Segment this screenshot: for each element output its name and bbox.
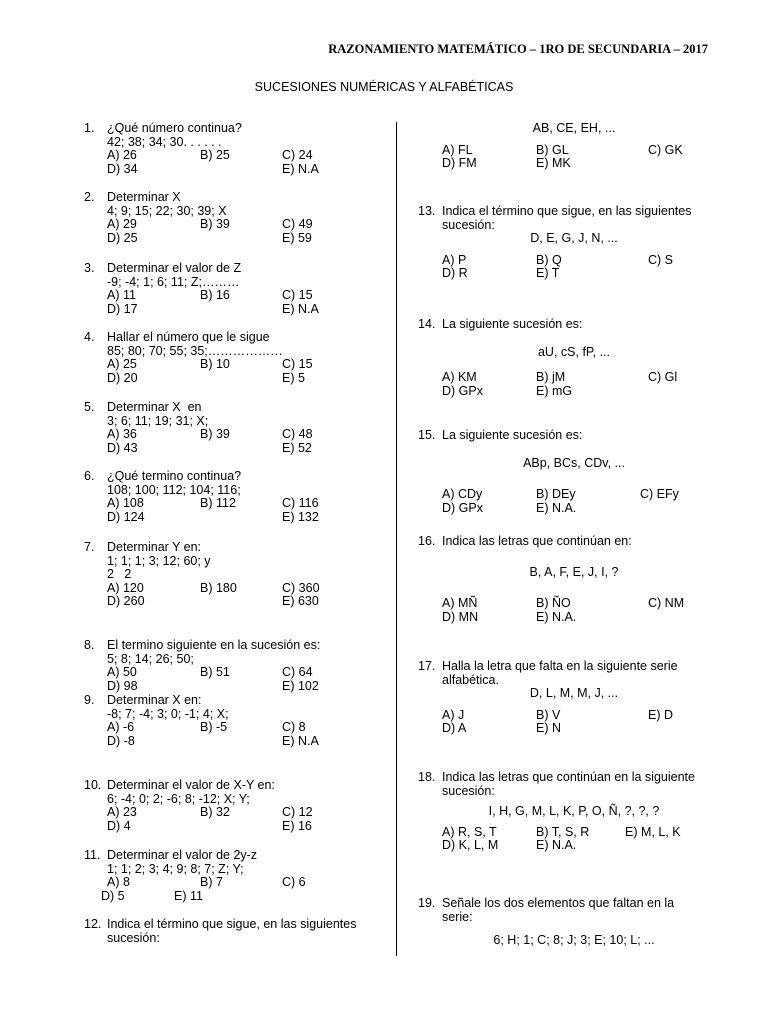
option-a: A) J <box>442 707 465 722</box>
question-14 <box>418 318 706 398</box>
option-d: D) 98 <box>107 678 138 693</box>
option-a: A) R, S, T <box>442 824 497 839</box>
option-a: A) 36 <box>107 427 137 442</box>
sequence: 1; 1; 2; 3; 4; 9; 8; 7; Z; Y; <box>107 861 244 876</box>
question-4 <box>84 331 374 385</box>
option-b: B) -5 <box>200 720 228 735</box>
question-text: Indica el término que sigue, en las siguientes <box>107 917 357 931</box>
option-b: B) ÑO <box>536 596 571 611</box>
sequence: -9; -4; 1; 6; 11; Z;……… <box>107 274 240 289</box>
option-d: D) GPx <box>442 500 483 515</box>
option-e: E) 16 <box>282 818 312 833</box>
option-a: A) 23 <box>107 805 137 820</box>
option-a: A) 11 <box>107 288 136 303</box>
question-9 <box>84 694 374 748</box>
option-b: B) DEy <box>536 487 576 502</box>
question-19 <box>418 897 706 948</box>
option-b: B) 39 <box>200 217 230 232</box>
question-text: ¿Qué termino continua? <box>107 469 242 483</box>
option-c: C) 116 <box>282 496 319 511</box>
question-15 <box>418 429 706 515</box>
question-number: 3. <box>84 261 95 275</box>
option-d: D) 260 <box>107 594 145 609</box>
question-12 <box>84 918 374 945</box>
option-b: B) 32 <box>200 805 230 820</box>
option-b: B) 25 <box>200 148 230 163</box>
option-b: B) V <box>536 707 561 722</box>
option-e: E) mG <box>536 383 573 398</box>
option-e: E) N <box>536 721 561 736</box>
option-d: D) -8 <box>107 733 135 748</box>
option-a: A) 29 <box>107 217 137 232</box>
sequence: 5; 8; 14; 26; 50; <box>107 651 194 666</box>
option-e: E) N.A. <box>536 500 577 515</box>
question-number: 1. <box>84 121 95 135</box>
question-text: Determinar el valor de 2y-z <box>107 848 258 862</box>
sequence: AB, CE, EH, ... <box>532 121 616 135</box>
option-c: C) 64 <box>282 665 313 680</box>
question-number: 18. <box>418 770 436 784</box>
question-text: Hallar el número que le sigue <box>107 330 270 344</box>
option-e: E) N.A <box>282 301 319 316</box>
option-b: B) 180 <box>200 580 237 595</box>
sequence: ABp, BCs, CDv, ... <box>523 455 625 470</box>
sequence: 6; -4; 0; 2; -6; 8; -12; X; Y; <box>107 791 250 806</box>
option-a: A) 8 <box>107 875 130 890</box>
page-title: SUCESIONES NUMÉRICAS Y ALFABÉTICAS <box>254 80 514 94</box>
option-c: C) 24 <box>282 148 313 163</box>
option-d: D) R <box>442 266 468 281</box>
sequence: 42; 38; 34; 30. . . . . . <box>107 134 222 149</box>
sequence: D, E, G, J, N, ... <box>530 231 618 246</box>
question-text: Señale los dos elementos que faltan en la <box>442 896 675 910</box>
question-number: 11. <box>84 848 101 862</box>
option-c: C) 15 <box>282 288 313 303</box>
question-10 <box>84 779 374 833</box>
sequence: 4; 9; 15; 22; 30; 39; X <box>107 203 227 218</box>
question-17 <box>418 660 706 736</box>
option-e: E) 102 <box>282 678 319 693</box>
option-c: E) M, L, K <box>625 824 681 839</box>
question-text: Indica las letras que continúan en la siguiente <box>442 770 695 784</box>
question-5 <box>84 401 374 455</box>
sequence: B, A, F, E, J, I, ? <box>529 564 619 579</box>
option-c: C) 15 <box>282 357 313 372</box>
question-number: 19. <box>418 896 436 910</box>
sequence: D, L, M, M, J, ... <box>529 686 619 701</box>
question-2 <box>84 191 374 245</box>
question-text: Halla la letra que falta en la siguiente serie <box>442 659 678 673</box>
option-b: B) T, S, R <box>536 824 590 839</box>
question-text: Determinar X <box>107 190 181 204</box>
option-d: D) MN <box>442 609 479 624</box>
option-d: D) 4 <box>107 818 131 833</box>
question-number: 10. <box>84 778 102 792</box>
option-d: D) 25 <box>107 230 138 245</box>
option-a: A) CDy <box>442 487 483 502</box>
option-b: B) jM <box>536 370 566 385</box>
question-text: Indica el término que sigue, en las siguientes <box>442 204 692 218</box>
question-text-cont: sucesión: <box>442 217 495 232</box>
question-12-continued <box>418 122 706 171</box>
question-6 <box>84 470 374 524</box>
option-b: B) Q <box>536 252 562 267</box>
option-c: C) S <box>648 252 673 267</box>
option-a: A) MÑ <box>442 596 478 611</box>
option-e: E) 630 <box>282 594 319 609</box>
option-d: D) 124 <box>107 509 145 524</box>
sequence: 85; 80; 70; 55; 35;……………… <box>107 343 283 358</box>
option-b: B) 10 <box>200 357 230 372</box>
option-d: D) 43 <box>107 440 138 455</box>
option-b: B) 112 <box>200 496 236 511</box>
question-text-cont: sucesión: <box>107 930 160 945</box>
sequence: 108; 100; 112; 104; 116; <box>107 482 241 497</box>
page-header: RAZONAMIENTO MATEMÁTICO – 1RO DE SECUNDARIA – 2017 <box>328 42 708 56</box>
question-number: 5. <box>84 400 95 414</box>
question-number: 13. <box>418 204 436 218</box>
option-a: A) -6 <box>107 720 135 735</box>
question-text: La siguiente sucesión es: <box>442 428 583 442</box>
option-d: D) FM <box>442 156 477 171</box>
question-1 <box>84 122 374 176</box>
question-text: Indica las letras que continúan en: <box>442 534 632 548</box>
option-b: B) 16 <box>200 288 230 303</box>
option-c: C) 8 <box>282 720 306 735</box>
question-18 <box>418 771 706 853</box>
option-c: C) Gl <box>648 370 678 385</box>
question-text-cont: serie: <box>442 909 473 924</box>
option-c: C) 360 <box>282 580 320 595</box>
option-b: B) 39 <box>200 427 230 442</box>
option-e: E) 132 <box>282 509 319 524</box>
sequence: I, H, G, M, L, K, P, O, Ñ, ?, ?, ? <box>488 804 660 819</box>
question-text: ¿Qué número continua? <box>107 121 242 135</box>
option-d: D) K, L, M <box>442 838 499 853</box>
question-text: Determinar X en: <box>107 693 202 707</box>
option-c: C) GK <box>648 142 683 157</box>
option-d: D) 34 <box>107 161 138 176</box>
question-13 <box>418 205 706 281</box>
question-text-cont: sucesión: <box>442 783 495 798</box>
option-e: E) 59 <box>282 230 312 245</box>
question-3 <box>84 262 374 316</box>
option-b: B) GL <box>536 142 569 157</box>
fraction-denominators: 2 2 <box>107 567 132 582</box>
option-c: C) 49 <box>282 217 313 232</box>
question-text: Determinar Y en: <box>107 540 202 554</box>
option-c: E) D <box>648 707 673 722</box>
sequence: 3; 6; 11; 19; 31; X; <box>107 413 209 428</box>
question-text-cont: alfabética. <box>442 672 499 687</box>
option-e: E) 11 <box>174 888 203 903</box>
option-e: E) MK <box>536 156 571 171</box>
question-16 <box>418 535 706 624</box>
question-number: 15. <box>418 428 436 442</box>
question-11 <box>84 849 374 903</box>
option-e: E) N.A. <box>536 838 577 853</box>
question-text: Determinar el valor de Z <box>107 261 242 275</box>
option-c: C) EFy <box>640 487 679 502</box>
question-number: 12. <box>84 917 102 931</box>
question-number: 9. <box>84 693 95 707</box>
question-text: El termino siguiente en la sucesión es: <box>107 638 321 652</box>
question-number: 16. <box>418 534 436 548</box>
option-d: D) 17 <box>107 301 138 316</box>
sequence: 6; H; 1; C; 8; J; 3; E; 10; L; ... <box>493 933 655 948</box>
question-text: Determinar X en <box>107 400 202 414</box>
question-text: Determinar el valor de X-Y en: <box>107 778 275 792</box>
sequence: 1; 1; 1; 3; 12; 60; y <box>107 553 211 568</box>
option-a: A) P <box>442 252 467 267</box>
option-e: E) N.A <box>282 161 319 176</box>
question-text: La siguiente sucesión es: <box>442 317 583 331</box>
question-number: 6. <box>84 469 95 483</box>
option-e: E) N.A. <box>536 609 577 624</box>
option-c: C) 12 <box>282 805 313 820</box>
sequence: -8; 7; -4; 3; 0; -1; 4; X; <box>107 706 229 721</box>
option-d: D) GPx <box>442 383 483 398</box>
option-a: A) 108 <box>107 496 144 511</box>
option-c: C) NM <box>648 596 685 611</box>
option-c: C) 6 <box>282 875 306 890</box>
question-number: 2. <box>84 190 95 204</box>
question-number: 17. <box>418 659 436 673</box>
option-b: B) 51 <box>200 665 230 680</box>
option-d: D) A <box>442 721 467 736</box>
question-number: 4. <box>84 330 95 344</box>
question-number: 7. <box>84 540 95 554</box>
question-8 <box>84 639 374 693</box>
option-e: E) N.A <box>282 733 319 748</box>
option-a: A) 25 <box>107 357 137 372</box>
sequence: aU, cS, fP, ... <box>537 344 611 359</box>
column-divider <box>396 122 397 956</box>
option-a: A) 120 <box>107 580 144 595</box>
question-7 <box>84 541 374 609</box>
option-e: E) T <box>536 266 560 281</box>
option-d: D) 5 <box>101 888 125 903</box>
option-d: D) 20 <box>107 370 138 385</box>
question-number: 8. <box>84 638 95 652</box>
option-e: E) 5 <box>282 370 305 385</box>
option-c: C) 48 <box>282 427 313 442</box>
option-a: A) FL <box>442 142 473 157</box>
option-a: A) KM <box>442 370 477 385</box>
option-b: B) 7 <box>200 875 223 890</box>
question-number: 14. <box>418 317 436 331</box>
option-a: A) 50 <box>107 665 137 680</box>
option-a: A) 26 <box>107 148 137 163</box>
option-e: E) 52 <box>282 440 312 455</box>
